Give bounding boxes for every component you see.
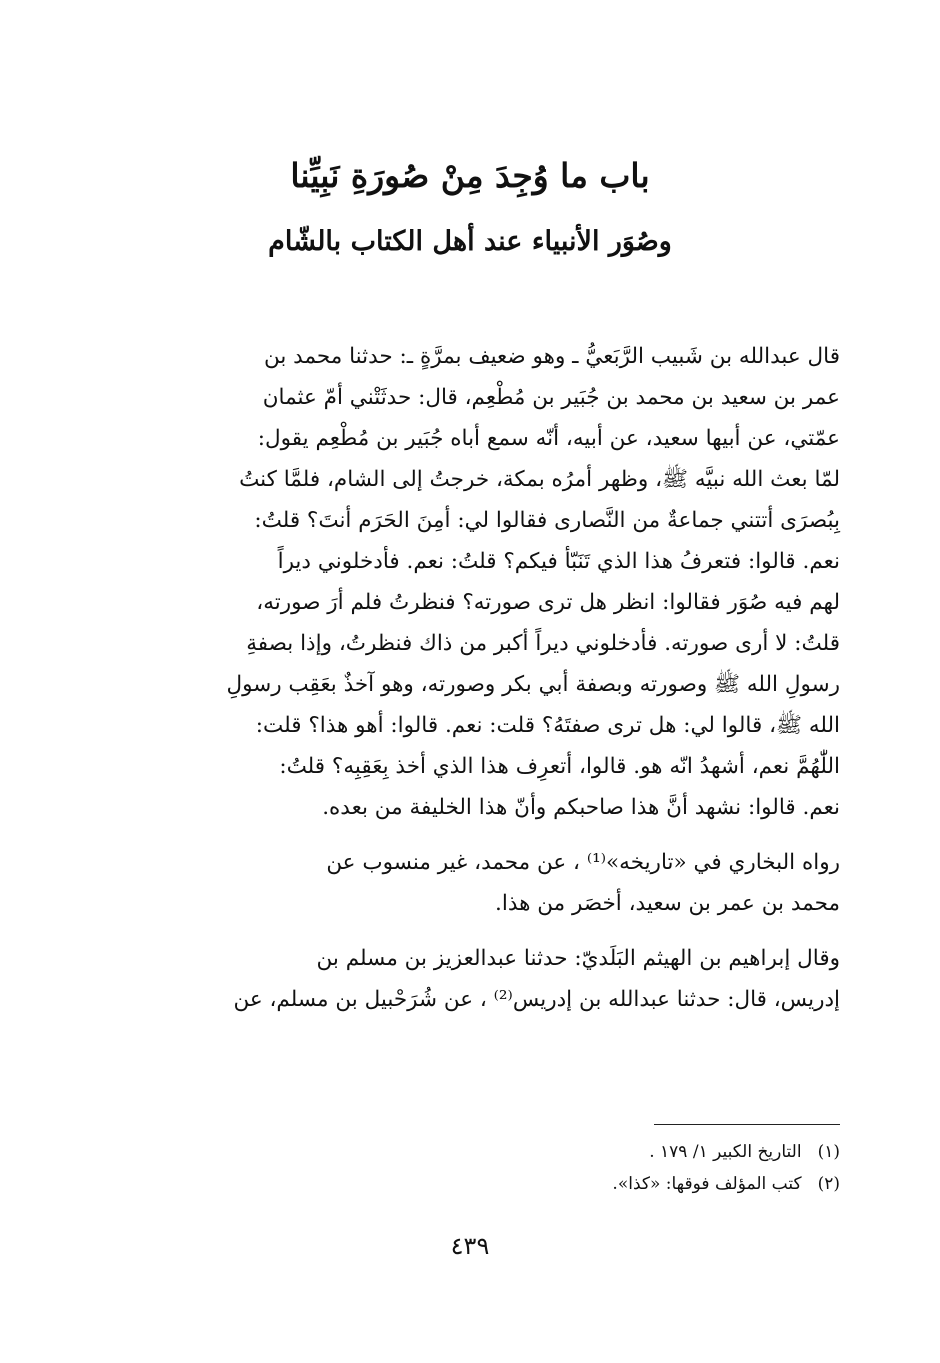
footnotes: [400, 1136, 840, 1200]
paragraph-ibrahim: وقال إبراهيم بن الهيثم البَلَديّ: حدثنا عبدالعزيز بن مسلم بن إدريس، قال: حدثنا عبدالله بن إدريس⁽²⁾ ، عن شُرَحْبيل بن مسلم، عن: [233, 946, 840, 1012]
footnote-2: [400, 1168, 840, 1200]
footnote-divider: [654, 1124, 840, 1125]
chapter-subtitle: وصُوَر الأنبياء عند أهل الكتاب بالشّام: [268, 226, 672, 257]
footnote-1: [400, 1136, 840, 1168]
chapter-title: باب ما وُجِدَ مِنْ صُورَةِ نَبِيِّنا: [290, 156, 650, 195]
page-number: ٤٣٩: [450, 1232, 490, 1260]
footnote-1-text: التاريخ الكبير ١/ ١٧٩ .: [649, 1142, 802, 1162]
footnote-1-number: (١): [817, 1142, 840, 1162]
body-text: [136, 336, 840, 1020]
footnote-2-text: كتب المؤلف فوقها: «كذا».: [612, 1174, 802, 1194]
paragraph-bukhari: رواه البخاري في «تاريخه»⁽¹⁾ ، عن محمد، غير منسوب عن محمد بن عمر بن سعيد، أخصَر من هذا.: [326, 850, 840, 916]
paragraph-narration: قال عبدالله بن شَبيب الرَّبَعيُّ ـ وهو ضعيف بمرَّةٍ ـ: حدثنا محمد بن عمر بن سعيد بن محمد بن جُبَير بن مُطْعِم، قال: حدثَتْني أمّ عثمان عمّتي، عن أبيها سعيد، عن أبيه، أنّه سمع أباه جُبَير بن مُطْعِم يقول: لمّا بعث الله نبيَّه ﷺ، وظهر أمرُه بمكة، خرجتُ إلى الشام، فلمَّا كنتُ بِبُصرَى أتتني جماعةٌ من النَّصارى فقالوا لي: أمِنَ الحَرَم أنتَ؟ قلتُ: نعم. قالوا: فتعرفُ هذا الذي تَنَبّأ فيكم؟ قلتُ: نعم. فأدخلوني ديراً لهم فيه صُوَر فقالوا: انظر هل ترى صورته؟ فنظرتُ فلم أرَ صورته، قلتُ: لا أرى صورته. فأدخلوني ديراً أكبر من ذاك فنظرتُ، وإذا بصفةِ رسولِ الله ﷺ وصورته وبصفة أبي بكر وصورته، وهو آخذٌ بعَقِب رسولِ الله ﷺ، قالوا لي: هل ترى صفتَهُ؟ قلت: نعم. قالوا: أهو هذا؟ قلت: اللّٰهُمَّ نعم، أشهدُ انّه هو. قالوا، أتعرِف هذا الذي أخذ بِعَقِبِه؟ قلتُ: نعم. قالوا: نشهد أنَّ هذا صاحبكم وأنّ هذا الخليفة من بعده.: [226, 344, 840, 820]
footnote-2-number: (٢): [817, 1174, 840, 1194]
